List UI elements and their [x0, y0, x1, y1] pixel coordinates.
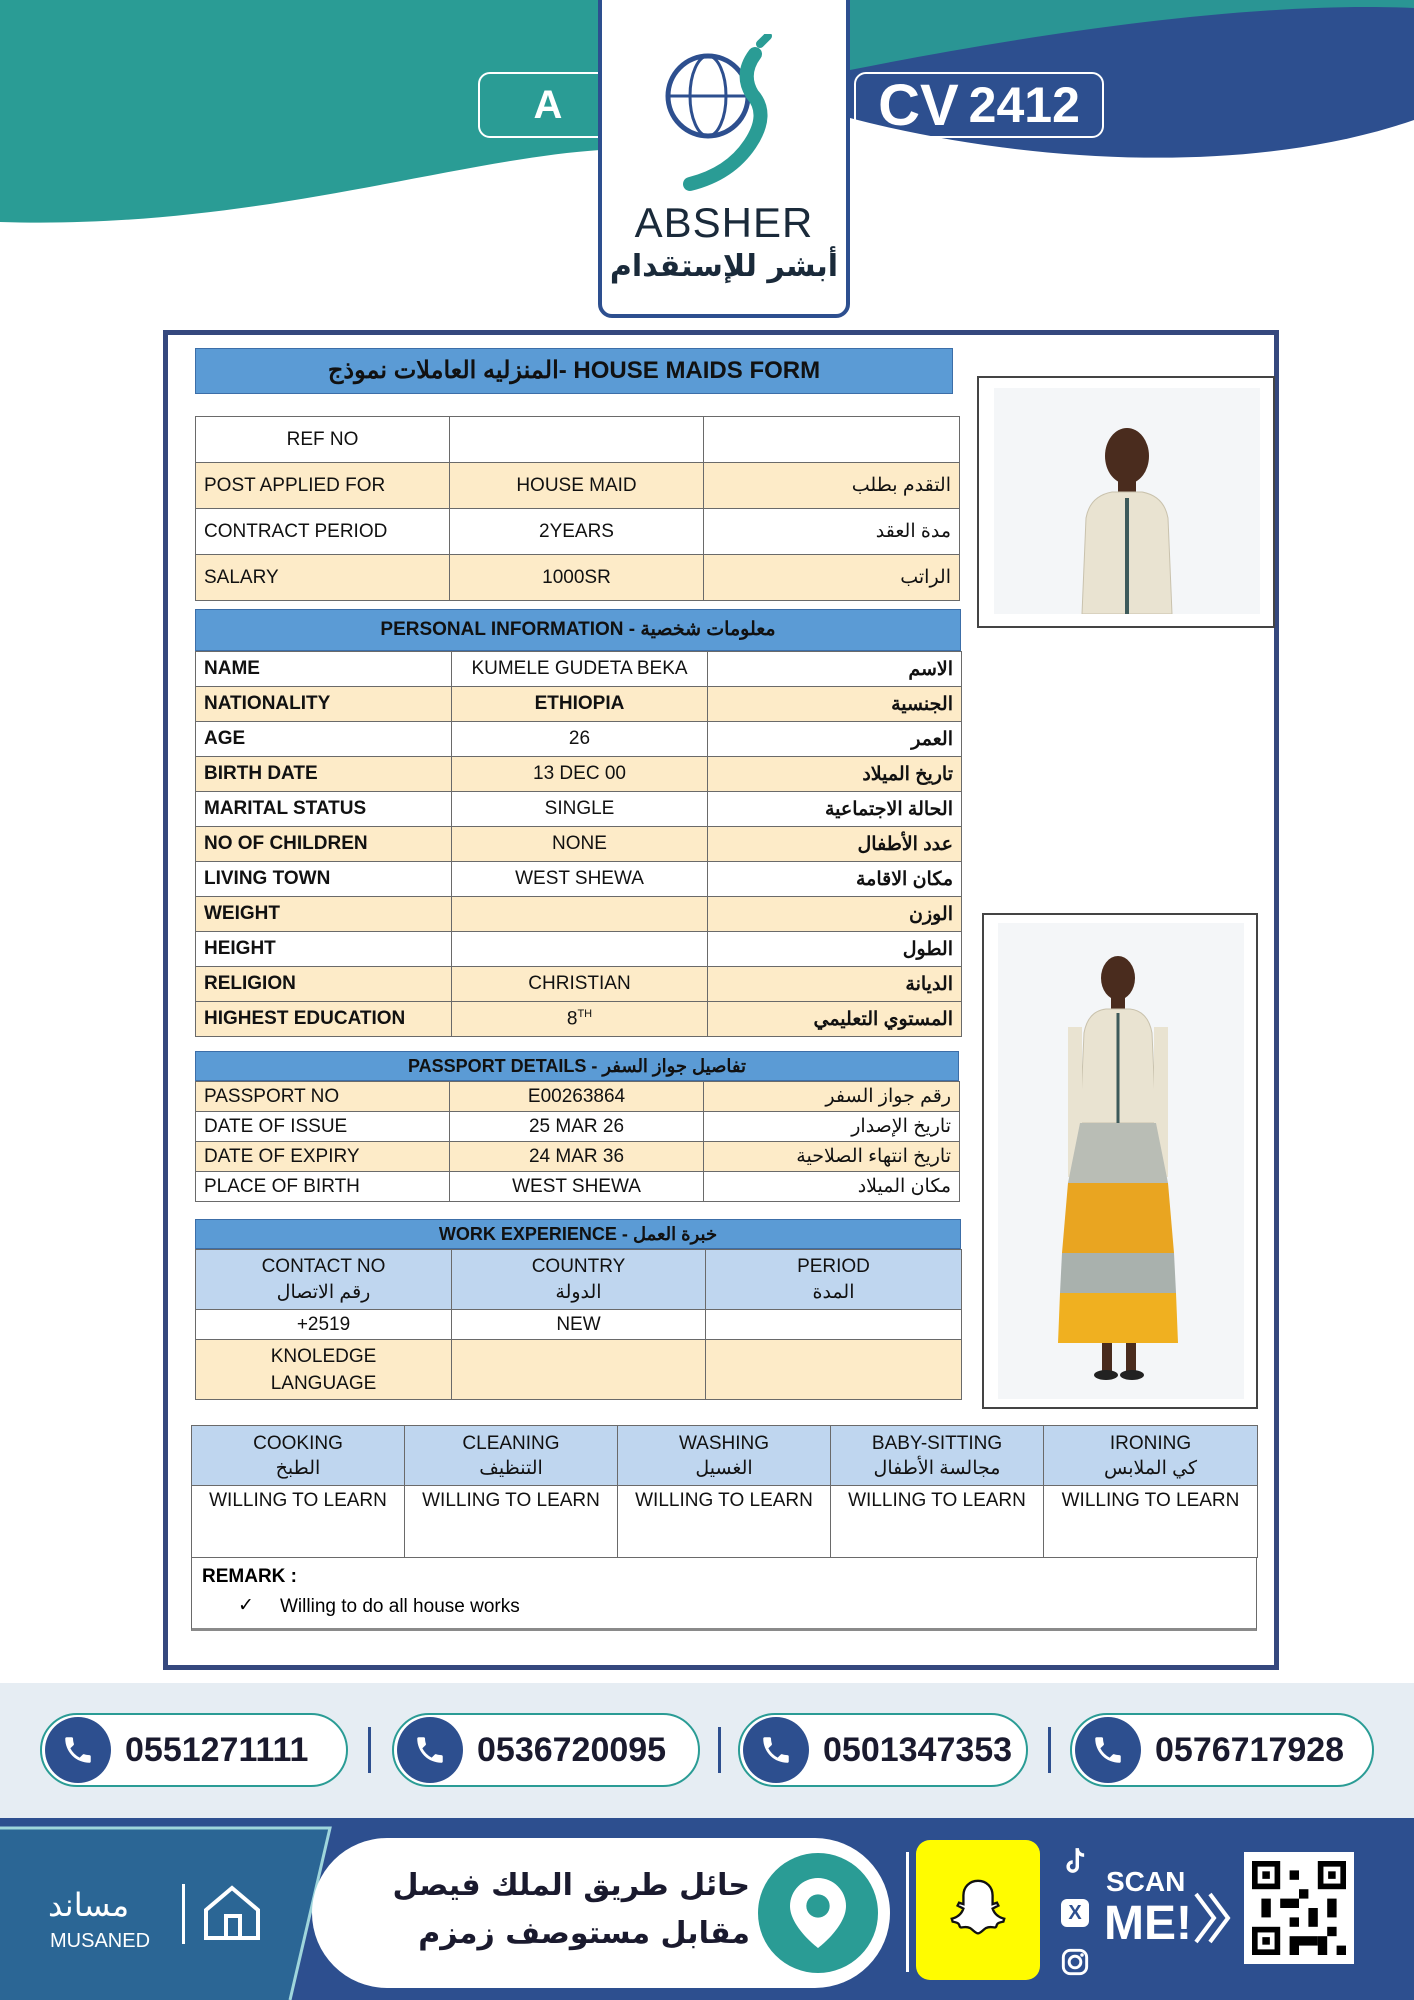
height-value: [452, 932, 708, 967]
height-label: HEIGHT: [196, 932, 452, 967]
application-table: [195, 416, 960, 601]
ref-no-arabic: [704, 417, 960, 463]
work-period-value: [706, 1310, 962, 1340]
skill-washing-value: WILLING TO LEARN: [618, 1486, 831, 1558]
salary-arabic: الراتب: [704, 555, 960, 601]
table-row: [196, 1142, 960, 1172]
post-value: HOUSE MAID: [450, 463, 704, 509]
badge-a: A: [478, 72, 618, 138]
marital-status-arabic: الحالة الاجتماعية: [708, 792, 962, 827]
phone-icon: [1075, 1717, 1141, 1783]
place-of-birth-arabic: مكان الميلاد: [704, 1172, 960, 1202]
nationality-arabic: الجنسية: [708, 687, 962, 722]
passport-no-arabic: رقم جواز السفر: [704, 1082, 960, 1112]
personal-info-header: PERSONAL INFORMATION - معلومات شخصية: [195, 609, 961, 651]
living-town-arabic: مكان الاقامة: [708, 862, 962, 897]
address-card: [312, 1838, 890, 1988]
work-col-period: [706, 1250, 962, 1310]
education-arabic: المستوي التعليمي: [708, 1002, 962, 1037]
double-chevron-right-icon: [1190, 1890, 1234, 1946]
location-pin-icon[interactable]: [758, 1853, 878, 1973]
skill-washing-en: WASHING: [678, 1432, 770, 1454]
skill-cleaning-ar: التنظيف: [479, 1457, 543, 1479]
globe-icon: [660, 34, 800, 204]
birth-date-label: BIRTH DATE: [196, 757, 452, 792]
cv-number-badge: [854, 72, 1104, 138]
work-col-country: [452, 1250, 706, 1310]
birth-date-value: 13 DEC 00: [452, 757, 708, 792]
skill-washing: [618, 1426, 831, 1486]
me-label: ME!: [1104, 1897, 1192, 1950]
marital-status-label: MARITAL STATUS: [196, 792, 452, 827]
period-col-ar: المدة: [812, 1281, 855, 1303]
table-row: [196, 1082, 960, 1112]
phone-number-2: 0536720095: [477, 1730, 667, 1769]
name-value: KUMELE GUDETA BEKA: [452, 652, 708, 687]
religion-value: CHRISTIAN: [452, 967, 708, 1002]
address-line-1: حائل طريق الملك فيصل: [392, 1868, 750, 1903]
portrait-photo: [977, 376, 1275, 628]
table-row: [196, 1310, 962, 1340]
skill-cooking-ar: الطبخ: [275, 1457, 321, 1479]
education-value: [452, 1002, 708, 1037]
contract-arabic: مدة العقد: [704, 509, 960, 555]
weight-label: WEIGHT: [196, 897, 452, 932]
skill-ironing-en: IRONING: [1109, 1432, 1192, 1454]
religion-label: RELIGION: [196, 967, 452, 1002]
language-label-line-2: LANGUAGE: [270, 1372, 377, 1394]
weight-arabic: الوزن: [708, 897, 962, 932]
living-town-value: WEST SHEWA: [452, 862, 708, 897]
skill-washing-ar: الغسيل: [695, 1457, 753, 1479]
skill-ironing-ar: كي الملابس: [1103, 1457, 1198, 1479]
age-label: AGE: [196, 722, 452, 757]
passport-no-value: E00263864: [450, 1082, 704, 1112]
expiry-date-value: 24 MAR 36: [450, 1142, 704, 1172]
form-frame: [163, 330, 1279, 1670]
height-arabic: الطول: [708, 932, 962, 967]
children-value: NONE: [452, 827, 708, 862]
table-row: [192, 1486, 1258, 1558]
logo-arabic-text: أبشر للإستقدام: [609, 249, 839, 284]
full-body-figure: [998, 923, 1244, 1399]
table-row: [196, 757, 962, 792]
post-arabic: التقدم بطلب: [704, 463, 960, 509]
nationality-label: NATIONALITY: [196, 687, 452, 722]
bottom-bar: [0, 1818, 1414, 2000]
contract-label: CONTRACT PERIOD: [196, 509, 450, 555]
table-row: [196, 555, 960, 601]
passport-no-label: PASSPORT NO: [196, 1082, 450, 1112]
table-row: [196, 687, 962, 722]
education-suffix: TH: [577, 1007, 593, 1020]
full-body-photo: [982, 913, 1258, 1409]
salary-value: 1000SR: [450, 555, 704, 601]
skill-cleaning-en: CLEANING: [462, 1432, 560, 1454]
birth-date-arabic: تاريخ الميلاد: [708, 757, 962, 792]
religion-arabic: الديانة: [708, 967, 962, 1002]
phone-icon: [45, 1717, 111, 1783]
phone-divider: [718, 1727, 721, 1773]
phone-button-1[interactable]: [40, 1713, 348, 1787]
logo-latin-text: ABSHER: [634, 199, 814, 246]
expiry-date-label: DATE OF EXPIRY: [196, 1142, 450, 1172]
skill-cooking-value: WILLING TO LEARN: [192, 1486, 405, 1558]
country-col-en: COUNTRY: [531, 1255, 626, 1277]
ref-no-value: [450, 417, 704, 463]
musaned-english: MUSANED: [50, 1930, 151, 1952]
musaned-house-icon: [200, 1880, 264, 1944]
table-row: [196, 652, 962, 687]
instagram-icon[interactable]: [1061, 1948, 1089, 1976]
issue-date-arabic: تاريخ الإصدار: [704, 1112, 960, 1142]
country-col-ar: الدولة: [555, 1281, 602, 1303]
issue-date-label: DATE OF ISSUE: [196, 1112, 450, 1142]
place-of-birth-label: PLACE OF BIRTH: [196, 1172, 450, 1202]
table-row: [196, 1112, 960, 1142]
name-arabic: الاسم: [708, 652, 962, 687]
skill-cleaning: [405, 1426, 618, 1486]
skill-baby-sitting: [831, 1426, 1044, 1486]
skill-baby-sitting-ar: مجالسة الأطفال: [873, 1457, 1001, 1479]
contact-col-ar: رقم الاتصال: [276, 1281, 371, 1303]
skill-baby-sitting-en: BABY-SITTING: [871, 1432, 1003, 1454]
phone-divider: [1048, 1727, 1051, 1773]
musaned-divider: [182, 1884, 185, 1944]
children-arabic: عدد الأطفال: [708, 827, 962, 862]
age-arabic: العمر: [708, 722, 962, 757]
qr-code-icon[interactable]: [1244, 1852, 1354, 1964]
table-row: [196, 1340, 962, 1400]
passport-table: [195, 1081, 960, 1202]
table-row: [196, 932, 962, 967]
skill-ironing-value: WILLING TO LEARN: [1044, 1486, 1258, 1558]
language-value-2: [706, 1340, 962, 1400]
table-row: [196, 722, 962, 757]
period-col-en: PERIOD: [797, 1255, 870, 1277]
skill-baby-sitting-value: WILLING TO LEARN: [831, 1486, 1044, 1558]
post-label: POST APPLIED FOR: [196, 463, 450, 509]
bottom-divider: [906, 1852, 909, 1972]
table-row: [196, 509, 960, 555]
checkmark-icon: ✓: [238, 1595, 254, 1616]
personal-info-table: [195, 651, 962, 1037]
language-label-line-1: KNOLEDGE: [270, 1345, 377, 1367]
nationality-value: ETHIOPIA: [452, 687, 708, 722]
table-row: [196, 1172, 960, 1202]
phone-button-2[interactable]: [392, 1713, 700, 1787]
table-row: [196, 897, 962, 932]
issue-date-value: 25 MAR 26: [450, 1112, 704, 1142]
phone-button-4[interactable]: [1070, 1713, 1374, 1787]
salary-label: SALARY: [196, 555, 450, 601]
name-label: NAME: [196, 652, 452, 687]
skill-cooking-en: COOKING: [253, 1432, 343, 1454]
work-experience-table: [195, 1249, 962, 1400]
place-of-birth-value: WEST SHEWA: [450, 1172, 704, 1202]
phone-number-1: 0551271111: [125, 1730, 309, 1769]
x-twitter-icon[interactable]: X: [1061, 1899, 1089, 1927]
portrait-figure: [994, 388, 1260, 614]
work-contact-value: +2519: [196, 1310, 452, 1340]
musaned-arabic: مساند: [48, 1886, 130, 1924]
ref-no-label: REF NO: [196, 417, 450, 463]
phone-number-4: 0576717928: [1155, 1730, 1345, 1769]
form-title: المنزليه العاملات نموذج- HOUSE MAIDS FORM: [195, 348, 953, 394]
skill-cleaning-value: WILLING TO LEARN: [405, 1486, 618, 1558]
living-town-label: LIVING TOWN: [196, 862, 452, 897]
phone-strip: [0, 1683, 1414, 1818]
phone-number-3: 0501347353: [823, 1730, 1013, 1769]
skill-cooking: [192, 1426, 405, 1486]
table-row: [196, 827, 962, 862]
tiktok-icon[interactable]: [1061, 1846, 1089, 1878]
children-label: NO OF CHILDREN: [196, 827, 452, 862]
table-row: [196, 463, 960, 509]
language-value-1: [452, 1340, 706, 1400]
phone-icon: [397, 1717, 463, 1783]
table-row: [196, 1250, 962, 1310]
absher-logo: [598, 0, 850, 318]
skill-ironing: [1044, 1426, 1258, 1486]
contract-value: 2YEARS: [450, 509, 704, 555]
education-number: 8: [566, 1008, 578, 1030]
marital-status-value: SINGLE: [452, 792, 708, 827]
table-row: [196, 417, 960, 463]
remark-label: REMARK :: [202, 1566, 297, 1587]
work-experience-header: WORK EXPERIENCE - خبرة العمل: [195, 1219, 961, 1249]
table-row: [196, 1002, 962, 1037]
phone-divider: [368, 1727, 371, 1773]
cv-label: CV: [878, 72, 959, 138]
address-line-2: مقابل مستوصف زمزم: [418, 1916, 750, 1951]
remark-box: [191, 1557, 1257, 1631]
snapchat-icon[interactable]: [916, 1840, 1040, 1980]
cv-number: 2412: [968, 77, 1080, 133]
phone-button-3[interactable]: [738, 1713, 1028, 1787]
remark-text: Willing to do all house works: [280, 1596, 520, 1617]
age-value: 26: [452, 722, 708, 757]
language-label: [196, 1340, 452, 1400]
table-row: [196, 967, 962, 1002]
scan-label: SCAN: [1106, 1866, 1186, 1897]
table-row: [192, 1426, 1258, 1486]
weight-value: [452, 897, 708, 932]
skills-table: [191, 1425, 1258, 1558]
expiry-date-arabic: تاريخ انتهاء الصلاحية: [704, 1142, 960, 1172]
passport-header: PASSPORT DETAILS - تفاصيل جواز السفر: [195, 1051, 959, 1081]
phone-icon: [743, 1717, 809, 1783]
education-label: HIGHEST EDUCATION: [196, 1002, 452, 1037]
table-row: [196, 862, 962, 897]
table-row: [196, 792, 962, 827]
work-country-value: NEW: [452, 1310, 706, 1340]
contact-col-en: CONTACT NO: [261, 1255, 386, 1277]
work-col-contact: [196, 1250, 452, 1310]
social-icons: [1058, 1846, 1092, 1976]
